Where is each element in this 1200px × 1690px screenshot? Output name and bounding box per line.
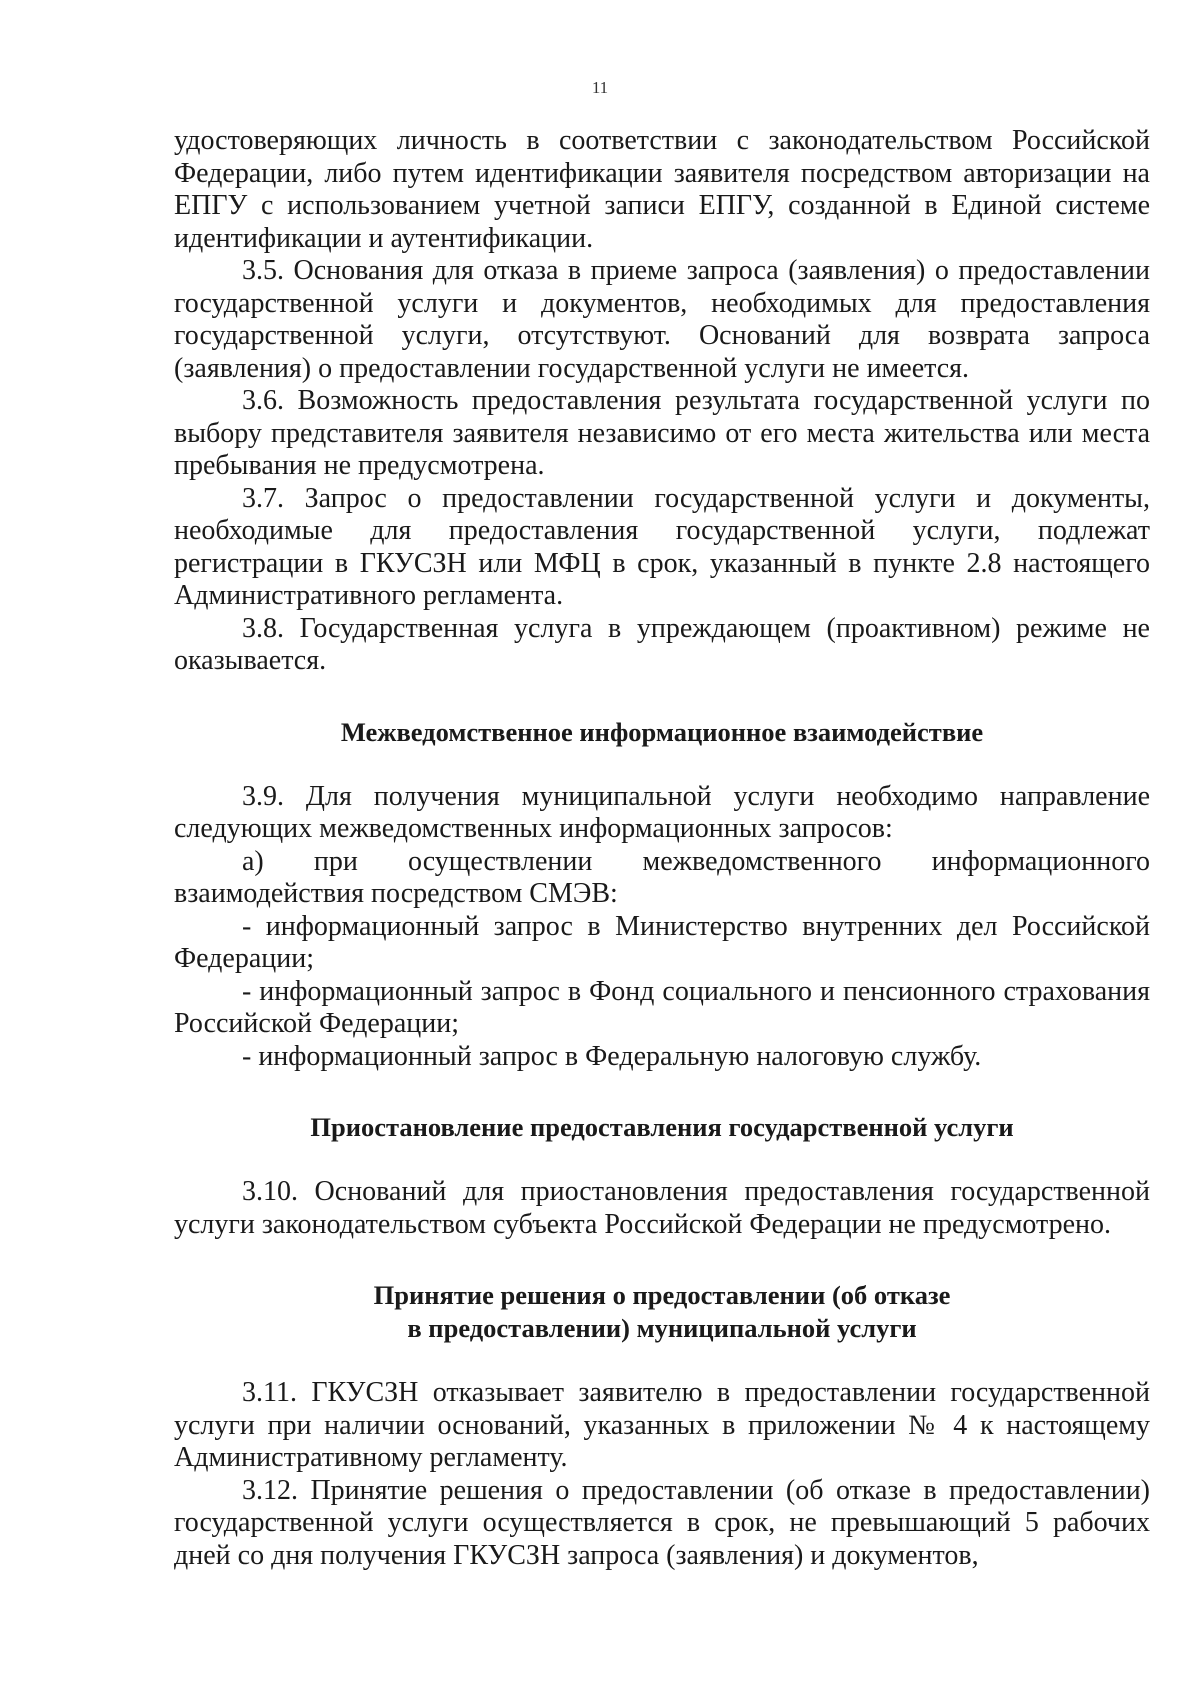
paragraph-3-6: 3.6. Возможность предоставления результата государственной услуги по выбору представителя заявителя независимо от его места жительства или места пребывания не предусмотрена. — [174, 385, 1150, 481]
paragraph-3-8: 3.8. Государственная услуга в упреждающем (проактивном) режиме не оказывается. — [174, 612, 1150, 676]
section-heading-decision-line-1: Принятие решения о предоставлении (об отказе — [373, 1280, 951, 1310]
paragraph-3-9: 3.9. Для получения муниципальной услуги необходимо направление следующих межведомственных информационных запросов: — [174, 780, 1150, 844]
paragraph-3-9-a: а) при осуществлении межведомственного информационного взаимодействия посредством СМЭВ: — [174, 845, 1150, 909]
paragraph-3-5: 3.5. Основания для отказа в приеме запроса (заявления) о предоставлении государственной услуги и документов, необходимых для предоставления государственной услуги, отсутствуют. Оснований для возврата запроса (заявления) о предоставлении государственной услуги не имеется. — [174, 255, 1150, 384]
list-item-mvd: - информационный запрос в Министерство внутренних дел Российской Федерации; — [174, 910, 1150, 974]
section-heading-interagency: Межведомственное информационное взаимодействие — [340, 716, 984, 747]
paragraph-3-7: 3.7. Запрос о предоставлении государственной услуги и документы, необходимые для предоставления государственной услуги, подлежат регистрации в ГКУСЗН или МФЦ в срок, указанный в пункте 2.8 настоящего Административного регламента. — [174, 482, 1150, 611]
page-number: 11 — [591, 78, 609, 97]
paragraph-3-11: 3.11. ГКУСЗН отказывает заявителю в предоставлении государственной услуги при наличии оснований, указанных в приложении № 4 к настоящему Административному регламенту. — [174, 1377, 1150, 1473]
list-item-fns: - информационный запрос в Федеральную налоговую службу. — [242, 1040, 982, 1072]
document-body — [174, 125, 1150, 1572]
section-heading-suspension: Приостановление предоставления государственной услуги — [310, 1112, 1014, 1142]
paragraph-continuation: удостоверяющих личность в соответствии с законодательством Российской Федерации, либо путем идентификации заявителя посредством авторизации на ЕПГУ с использованием учетной записи ЕПГУ, созданной в Единой системе идентификации и аутентификации. — [174, 125, 1150, 254]
section-heading-decision-line-2: в предоставлении) муниципальной услуги — [407, 1313, 917, 1343]
paragraph-3-12: 3.12. Принятие решения о предоставлении (об отказе в предоставлении) государственной услуги осуществляется в срок, не превышающий 5 рабочих дней со дня получения ГКУСЗН запроса (заявления) и документов, — [174, 1474, 1150, 1571]
list-item-sfr: - информационный запрос в Фонд социального и пенсионного страхования Российской Федерации; — [174, 975, 1150, 1039]
paragraph-3-10: 3.10. Оснований для приостановления предоставления государственной услуги законодательством субъекта Российской Федерации не предусмотрено. — [174, 1176, 1150, 1240]
section-heading-decision — [174, 1279, 1150, 1345]
